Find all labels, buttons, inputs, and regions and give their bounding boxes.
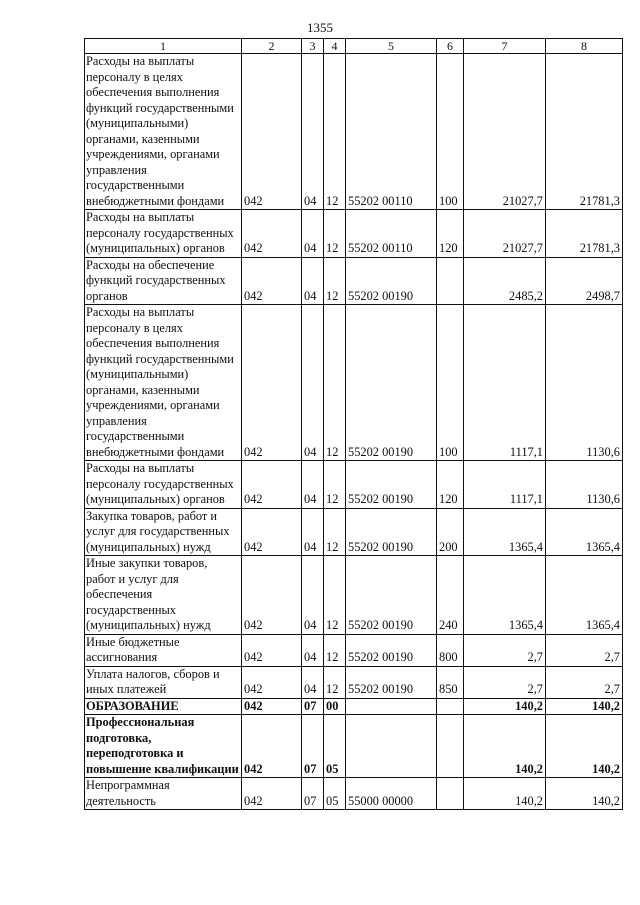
ministry-code: 042 xyxy=(242,257,302,305)
table-row xyxy=(85,54,623,210)
section-code: 04 xyxy=(302,461,324,509)
expense-type-code: 120 xyxy=(437,210,464,258)
expense-type-code: 200 xyxy=(437,508,464,556)
amount-year-2: 140,2 xyxy=(546,778,623,810)
ministry-code: 042 xyxy=(242,210,302,258)
target-article-code: 55202 00190 xyxy=(346,508,437,556)
amount-year-1: 140,2 xyxy=(464,698,546,715)
column-number-header: 8 xyxy=(546,39,623,54)
amount-year-1: 1365,4 xyxy=(464,508,546,556)
table-row xyxy=(85,257,623,305)
expense-type-code xyxy=(437,698,464,715)
section-code: 04 xyxy=(302,508,324,556)
subsection-code: 12 xyxy=(324,556,346,635)
table-row xyxy=(85,698,623,715)
subsection-code: 12 xyxy=(324,461,346,509)
amount-year-1: 140,2 xyxy=(464,778,546,810)
subsection-code: 12 xyxy=(324,257,346,305)
expense-name: Расходы на выплаты персоналу в целях обеспечения выполнения функций государственными (муниципальными) органами, казенными учреждениями, органами управления государственными внебюджетными фондами xyxy=(85,54,242,210)
section-code: 04 xyxy=(302,666,324,698)
subsection-code: 05 xyxy=(324,778,346,810)
expense-name: Уплата налогов, сборов и иных платежей xyxy=(85,666,242,698)
amount-year-2: 140,2 xyxy=(546,715,623,778)
expense-type-code xyxy=(437,715,464,778)
target-article-code: 55000 00000 xyxy=(346,778,437,810)
amount-year-1: 1365,4 xyxy=(464,556,546,635)
expense-type-code xyxy=(437,257,464,305)
amount-year-2: 1365,4 xyxy=(546,508,623,556)
target-article-code xyxy=(346,698,437,715)
expense-name: ОБРАЗОВАНИЕ xyxy=(85,698,242,715)
expense-type-code: 120 xyxy=(437,461,464,509)
expense-name: Профессиональная подготовка, переподготовка и повышение квалификации xyxy=(85,715,242,778)
table-row xyxy=(85,508,623,556)
table-row xyxy=(85,305,623,461)
target-article-code xyxy=(346,715,437,778)
ministry-code: 042 xyxy=(242,634,302,666)
section-code: 04 xyxy=(302,305,324,461)
expense-type-code: 240 xyxy=(437,556,464,635)
table-row xyxy=(85,634,623,666)
subsection-code: 05 xyxy=(324,715,346,778)
expense-name: Расходы на обеспечение функций государственных органов xyxy=(85,257,242,305)
column-number-header: 6 xyxy=(437,39,464,54)
expense-name: Расходы на выплаты персоналу государственных (муниципальных) органов xyxy=(85,210,242,258)
expense-type-code: 100 xyxy=(437,54,464,210)
amount-year-1: 2485,2 xyxy=(464,257,546,305)
amount-year-2: 1130,6 xyxy=(546,305,623,461)
amount-year-2: 21781,3 xyxy=(546,210,623,258)
column-number-header: 1 xyxy=(85,39,242,54)
amount-year-1: 2,7 xyxy=(464,634,546,666)
target-article-code: 55202 00190 xyxy=(346,556,437,635)
target-article-code: 55202 00190 xyxy=(346,257,437,305)
target-article-code: 55202 00110 xyxy=(346,210,437,258)
subsection-code: 12 xyxy=(324,305,346,461)
column-number-header: 5 xyxy=(346,39,437,54)
section-code: 07 xyxy=(302,698,324,715)
expense-name: Иные бюджетные ассигнования xyxy=(85,634,242,666)
expense-name: Расходы на выплаты персоналу государственных (муниципальных) органов xyxy=(85,461,242,509)
ministry-code: 042 xyxy=(242,698,302,715)
amount-year-2: 2,7 xyxy=(546,666,623,698)
column-number-header-row xyxy=(85,39,623,54)
amount-year-2: 2498,7 xyxy=(546,257,623,305)
table-row xyxy=(85,210,623,258)
target-article-code: 55202 00110 xyxy=(346,54,437,210)
amount-year-1: 1117,1 xyxy=(464,461,546,509)
ministry-code: 042 xyxy=(242,305,302,461)
section-code: 04 xyxy=(302,54,324,210)
amount-year-1: 2,7 xyxy=(464,666,546,698)
expense-name: Иные закупки товаров, работ и услуг для обеспечения государственных (муниципальных) нужд xyxy=(85,556,242,635)
table-row xyxy=(85,556,623,635)
expense-name: Закупка товаров, работ и услуг для государственных (муниципальных) нужд xyxy=(85,508,242,556)
amount-year-1: 21027,7 xyxy=(464,54,546,210)
ministry-code: 042 xyxy=(242,461,302,509)
amount-year-2: 1130,6 xyxy=(546,461,623,509)
subsection-code: 12 xyxy=(324,634,346,666)
target-article-code: 55202 00190 xyxy=(346,634,437,666)
target-article-code: 55202 00190 xyxy=(346,666,437,698)
amount-year-2: 2,7 xyxy=(546,634,623,666)
table-row xyxy=(85,666,623,698)
section-code: 07 xyxy=(302,715,324,778)
ministry-code: 042 xyxy=(242,508,302,556)
expense-name: Непрограммная деятельность xyxy=(85,778,242,810)
section-code: 04 xyxy=(302,257,324,305)
column-number-header: 4 xyxy=(324,39,346,54)
expense-type-code xyxy=(437,778,464,810)
table-row xyxy=(85,461,623,509)
column-number-header: 3 xyxy=(302,39,324,54)
expense-type-code: 800 xyxy=(437,634,464,666)
table-row xyxy=(85,778,623,810)
amount-year-1: 140,2 xyxy=(464,715,546,778)
target-article-code: 55202 00190 xyxy=(346,305,437,461)
column-number-header: 7 xyxy=(464,39,546,54)
ministry-code: 042 xyxy=(242,556,302,635)
subsection-code: 12 xyxy=(324,508,346,556)
page-number: 1355 xyxy=(307,20,333,35)
amount-year-2: 140,2 xyxy=(546,698,623,715)
subsection-code: 12 xyxy=(324,54,346,210)
section-code: 07 xyxy=(302,778,324,810)
expense-name: Расходы на выплаты персоналу в целях обеспечения выполнения функций государственными (муниципальными) органами, казенными учреждениями, органами управления государственными внебюджетными фондами xyxy=(85,305,242,461)
amount-year-1: 21027,7 xyxy=(464,210,546,258)
ministry-code: 042 xyxy=(242,715,302,778)
amount-year-2: 1365,4 xyxy=(546,556,623,635)
expense-type-code: 100 xyxy=(437,305,464,461)
section-code: 04 xyxy=(302,556,324,635)
section-code: 04 xyxy=(302,634,324,666)
ministry-code: 042 xyxy=(242,666,302,698)
subsection-code: 00 xyxy=(324,698,346,715)
budget-table xyxy=(84,38,623,810)
ministry-code: 042 xyxy=(242,778,302,810)
subsection-code: 12 xyxy=(324,210,346,258)
subsection-code: 12 xyxy=(324,666,346,698)
expense-type-code: 850 xyxy=(437,666,464,698)
amount-year-2: 21781,3 xyxy=(546,54,623,210)
amount-year-1: 1117,1 xyxy=(464,305,546,461)
target-article-code: 55202 00190 xyxy=(346,461,437,509)
ministry-code: 042 xyxy=(242,54,302,210)
section-code: 04 xyxy=(302,210,324,258)
table-row xyxy=(85,715,623,778)
column-number-header: 2 xyxy=(242,39,302,54)
